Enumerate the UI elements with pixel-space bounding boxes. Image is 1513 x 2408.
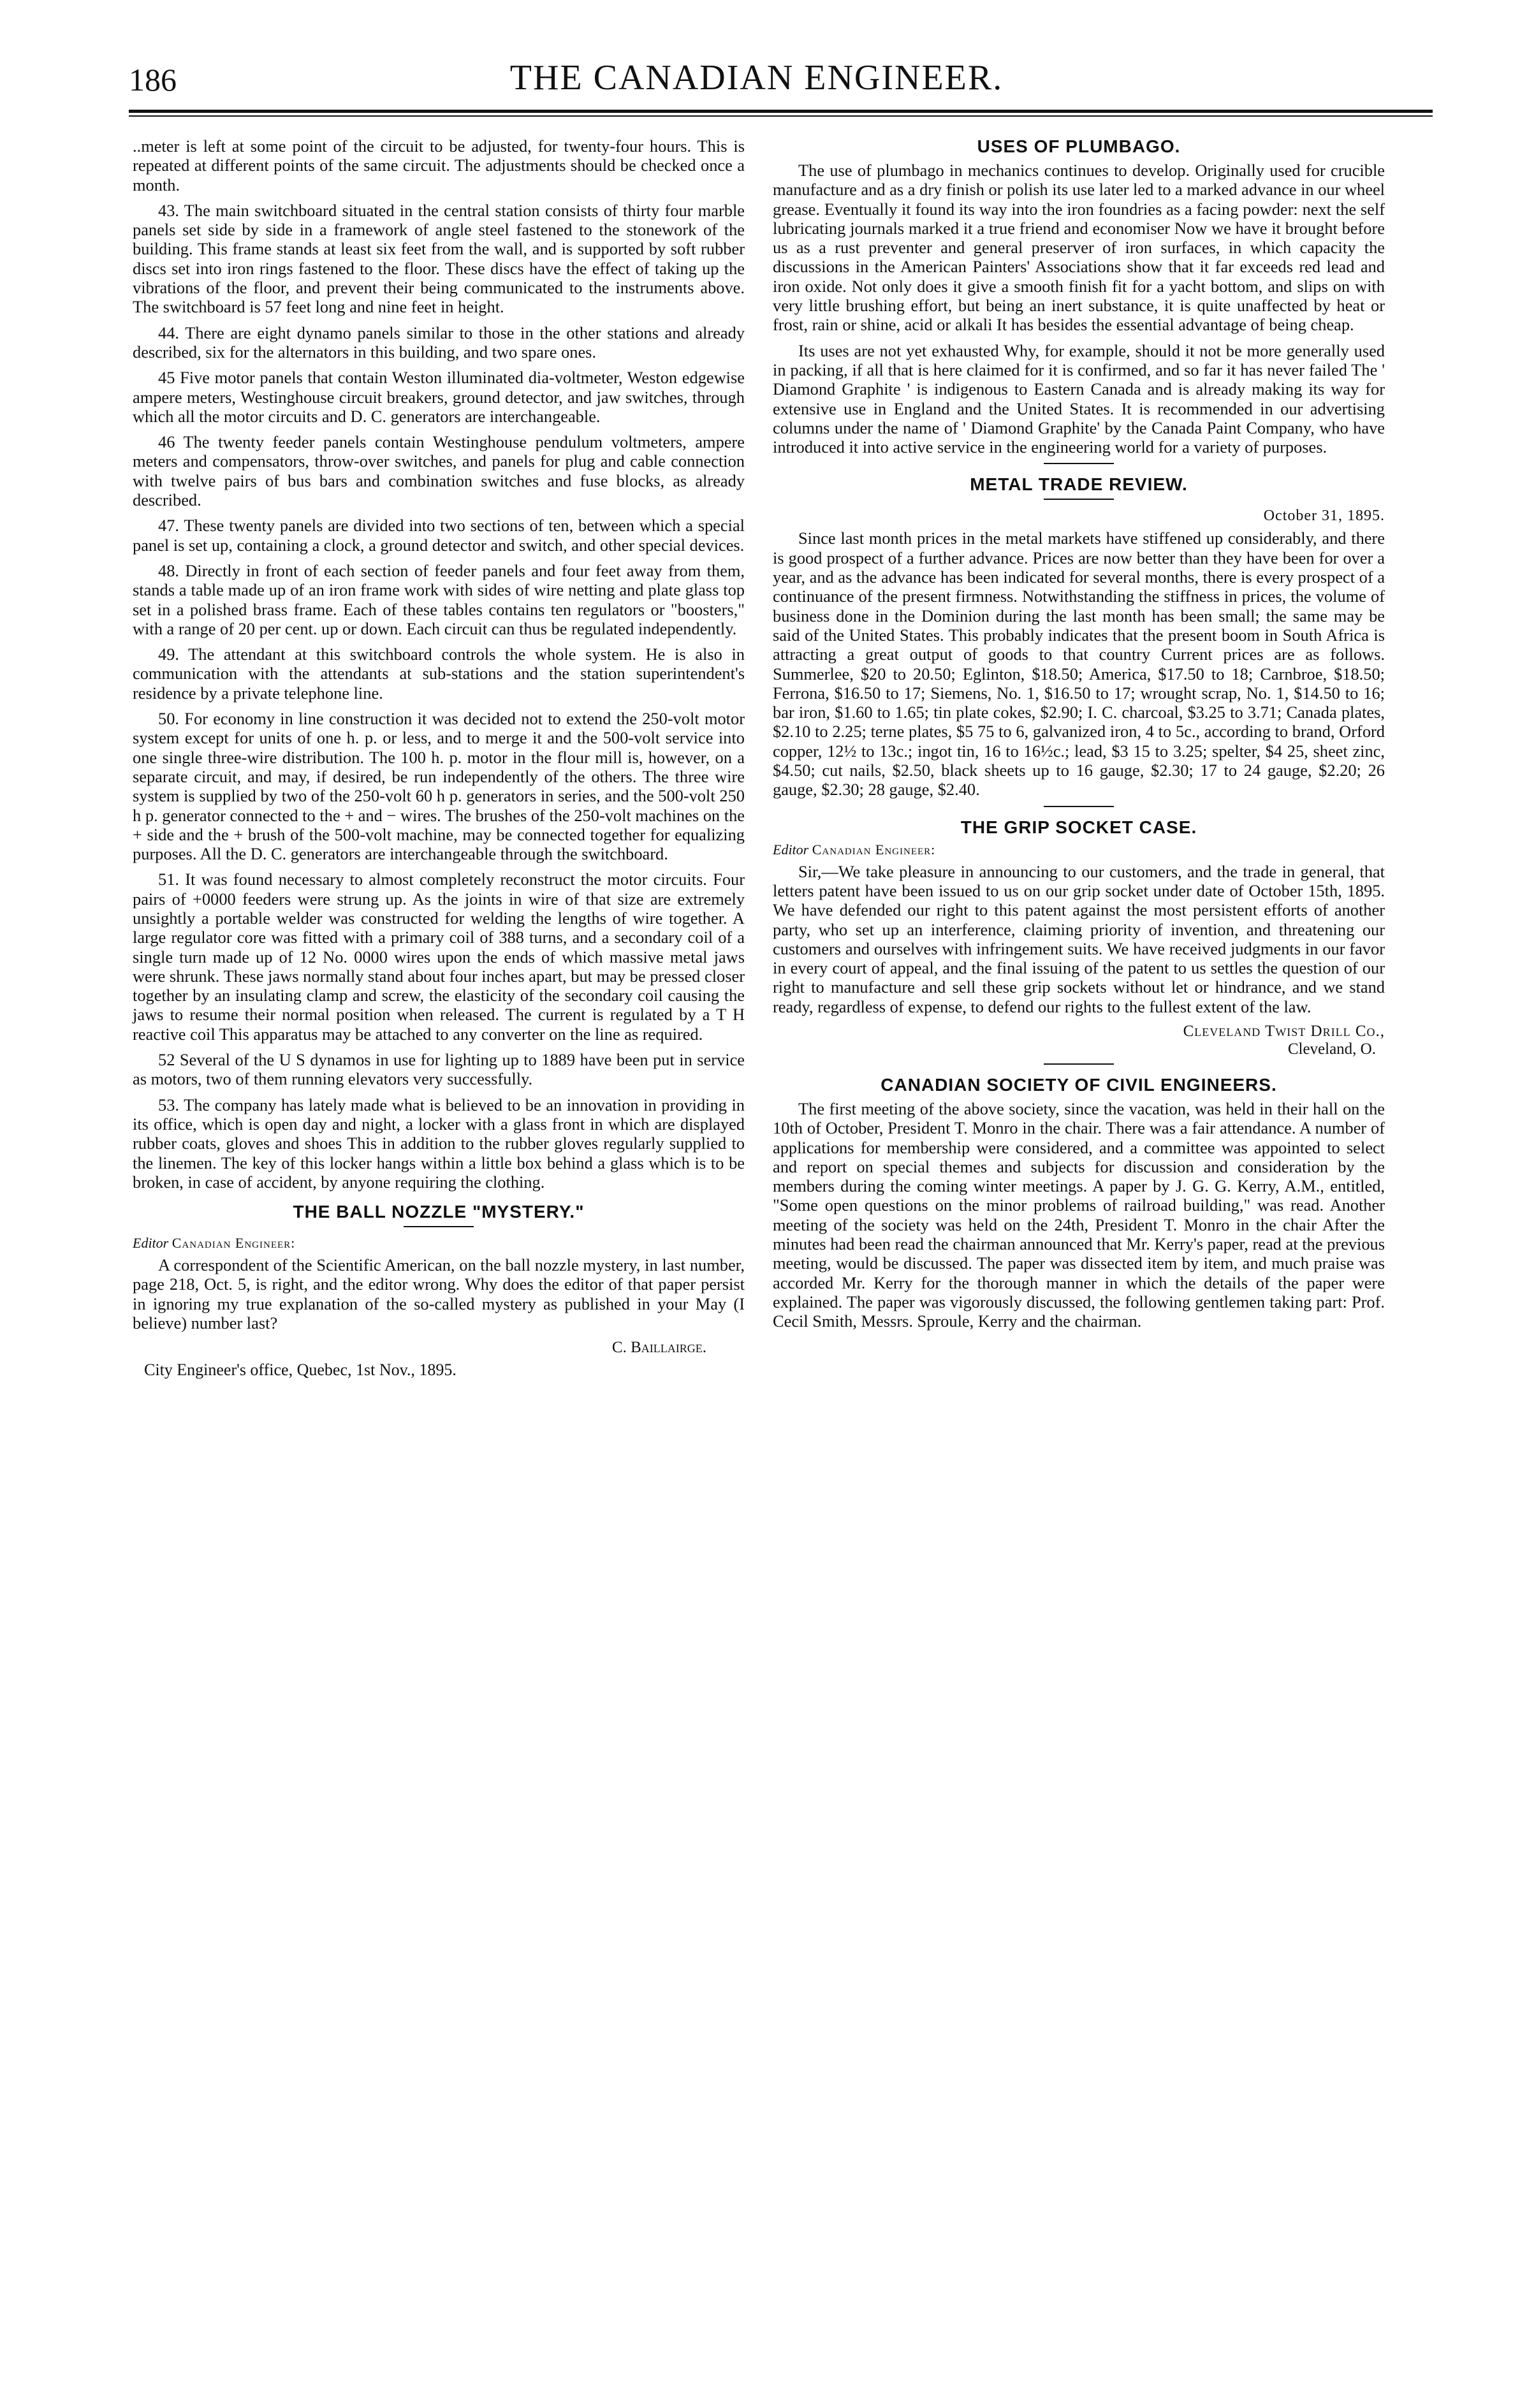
plumbago-heading: USES OF PLUMBAGO. [977, 136, 1181, 156]
metal-trade-body: Since last month prices in the metal markets have stiffened up considerably, and there is good prospect of a further advance. Prices are now better than they have been for over a year, and as the advance has been indicated for several months, there is every prospect of a continuance of the present firmness. Notwithstanding the stiffness in prices, the volume of business done in the Dominion during the last month has been small; the same may be said of the United States. This probably indicates that the present boom in South Africa is attracting a great output of goods to that country Current prices are as follows. Summerlee, $20 to 20.50; Eglinton, $18.50; America, $17.50 to 18; Carnbroe, $18.50; Ferrona, $16.50 to 17; Siemens, No. 1, $16.50 to 17; wrought scrap, No. 1, $14.50 to 16; bar iron, $1.60 to 1.65; tin plate cokes, $2.90; I. C. charcoal, $3.25 to 3.71; Canada plates, $2.10 to 2.25; terne plates, $5 75 to 6, galvanized iron, 4 to 5c., according to brand, Orford copper, 12½ to 13c.; ingot tin, 16 to 16½c.; lead, $3 15 to 3.25; spelter, $4 25, sheet zinc, $4.50; cut nails, $2.50, black sheets up to 16 gauge, $2.30; 17 to 24 gauge, $2.20; 26 gauge, $2.30; 28 gauge, $2.40. [773, 529, 1385, 799]
plumbago-paragraph-2: Its uses are not yet exhausted Why, for example, should it not be more generally used in packing, if all that is here claimed for it is confirmed, and so far it has never failed The ' Diamond Graphite ' is indigenous to Eastern Canada and is already making its way for extensive use in England and the United States. It is recommended in our advertising columns under the name of ' Diamond Graphite' by the Canada Paint Company, who have introduced it into active service in the engineering world for a variety of purposes. [773, 340, 1385, 457]
section-divider [1044, 1063, 1114, 1065]
plumbago-paragraph-1: The use of plumbago in mechanics continues to develop. Originally used for crucible manufacture and as a dry finish or polish its use later led to a marked advance in our wheel grease. Eventually it found its way into the iron foundries as a facing powder: next the self lubricating journals marked it a true friend and economiser Now we have it brought before us as a rust preventer and general preserver of iron surfaces, in which capacity the discussions in the American Painters' Associations show that it far exceeds red lead and iron oxide. Not only does it give a smooth finish fit for a yacht bottom, and slips on with very little brushing effort, but being an inert substance, it is quite unaffected by heat or frost, rain or shine, acid or alkali It has besides the essential advantage of being cheap. [773, 161, 1385, 335]
paragraph-43: 43. The main switchboard situated in the central station consists of thirty four marble panels set side by side in a framework of angle steel fastened to the stonework of the building. This frame stands at least six feet from the wall, and is supported by soft rubber discs set into iron rings fastened to the floor. These discs have the effect of taking up the vibrations of the floor, and prevent their being communicated to the instruments above. The switchboard is 57 feet long and nine feet in height. [133, 200, 745, 317]
section-divider [1044, 499, 1114, 500]
editor-label: Editor [773, 841, 809, 857]
section-divider [1044, 463, 1114, 464]
grip-editor-line [773, 842, 1385, 858]
ball-nozzle-body: A correspondent of the Scientific American, on the ball nozzle mystery, in last number, page 218, Oct. 5, is right, and the editor wrong. Why does the editor of that paper persist in ignoring my true explanation of the so-called mystery as published in your May (I believe) number last? [133, 1255, 745, 1333]
section-divider [404, 1226, 474, 1227]
page-number: 186 [129, 62, 177, 98]
grip-signature-company: Cleveland Twist Drill Co., [1183, 1022, 1385, 1040]
editor-name: Canadian Engineer: [812, 841, 936, 857]
paragraph-50: 50. For economy in line construction it was decided not to extend the 250-volt motor system except for units of one h. p. or less, and to merge it and the 500-volt service into one single three-wire distribution. The 100 h. p. motor in the flour mill is, however, on a separate circuit, and may, if desired, be run independently of the others. The three wire system is supplied by two of the 250-volt 60 h p. generators in series, and the 500-volt 250 h p. generator connected to the + and − wires. The brushes of the 250-volt machines on the + side and the + brush of the 500-volt machine, may be connected together for equalizing purposes. All the D. C. generators are interchangeable through the switchboard. [133, 709, 745, 864]
ball-signature: C. Baillairge. [611, 1339, 706, 1357]
section-divider [1044, 806, 1114, 807]
header-rule-thick [129, 110, 1433, 113]
right-column [773, 136, 1385, 1338]
ball-place-date: City Engineer's office, Quebec, 1st Nov., 1895. [144, 1361, 457, 1380]
paragraph-51: 51. It was found necessary to almost completely reconstruct the motor circuits. Four pairs of +0000 feeders were strung up. As the joints in wire of that size are extremely unsightly a portable welder was constructed for welding the lengths of wire together. A large regulator core was fitted with a primary coil of 388 turns, and a secondary coil of a single turn made up of 12 No. 0000 wires upon the ends of which massive metal jaws were shrunk. These jaws normally stand about four inches apart, but may be pressed closer together by an insulating clamp and screw, the elasticity of the secondary coil causing the jaws to resume their normal position when released. The current is regulated by a T H reactive coil This apparatus may be attached to any converter on the line as required. [133, 870, 745, 1044]
grip-socket-body: Sir,—We take pleasure in announcing to our customers, and the trade in general, that letters patent have been issued to us on our grip socket under date of October 15th, 1895. We have defended our right to this patent against the most persistent efforts of another party, who set up an interference, claiming priority of invention, and threatening our customers and ourselves with infringement suits. We have received judgments in our favor in every court of appeal, and the final issuing of the patent to us settles the question of our right to manufacture and sell these grip sockets without let or hindrance, and we stand ready, regardless of expense, to defend our rights to the fullest extent of the law. [773, 861, 1385, 1016]
editor-name: Canadian Engineer: [172, 1235, 296, 1251]
paragraph-49: 49. The attendant at this switchboard controls the whole system. He is also in communication with the attendants at sub-stations and the station superintendent's residence by a private telephone line. [133, 645, 745, 703]
paragraph-44: 44. There are eight dynamo panels similar to those in the other stations and already described, six for the alternators in this building, and two spare ones. [133, 323, 745, 361]
csce-body: The first meeting of the above society, since the vacation, was held in their hall on the 10th of October, President T. Monro in the chair. There was a fair attendance. A number of applications for membership were considered, and a committee was appointed to select and report on special themes and subjects for discussion and consideration by the members during the coming winter meetings. A paper by J. G. G. Kerry, A.M., entitled, "Some open questions on the minor problems of railroad building," was read. Another meeting of the society was held on the 24th, President T. Monro in the chair After the minutes had been read the chairman announced that Mr. Kerry's paper, read at the previous meeting, would be discussed. The paper was dissected item by item, and much praise was accorded Mr. Kerry for the thorough manner in which the details of the paper were explained. The paper was vigorously discussed, the following gentlemen taking part: Prof. Cecil Smith, Messrs. Sproule, Kerry and the chairman. [773, 1098, 1385, 1331]
ball-nozzle-heading: THE BALL NOZZLE "MYSTERY." [293, 1202, 585, 1222]
header-rule-thin [129, 115, 1433, 117]
paragraph-52: 52 Several of the U S dynamos in use for lighting up to 1889 have been put in service as motors, two of them running elevators very successfully. [133, 1050, 745, 1089]
paragraph-47: 47. These twenty panels are divided into two sections of ten, between which a special panel is set up, containing a clock, a ground detector and switch, and other special devices. [133, 516, 745, 555]
paragraph-continued: ..meter is left at some point of the circuit to be adjusted, for twenty-four hours. This is repeated at different points of the same circuit. The adjustments should be checked once a month. [133, 136, 745, 194]
grip-signature-city: Cleveland, O. [1287, 1040, 1376, 1058]
metal-trade-heading: METAL TRADE REVIEW. [970, 474, 1188, 495]
metal-trade-date: October 31, 1895. [1263, 507, 1385, 525]
csce-heading: CANADIAN SOCIETY OF CIVIL ENGINEERS. [881, 1074, 1277, 1095]
paragraph-45: 45 Five motor panels that contain Weston illuminated dia-voltmeter, Weston edgewise ampere meters, Westinghouse circuit breakers, ground detector, and jaw switches, through which all the motor circuits and D. C. generators are interchangeable. [133, 368, 745, 426]
ball-editor-line [133, 1235, 745, 1251]
editor-label: Editor [133, 1235, 169, 1251]
left-column [133, 136, 745, 1380]
paragraph-48: 48. Directly in front of each section of feeder panels and four feet away from them, stands a table made up of an iron frame work with sides of wire netting and plate glass top set in a polished brass frame. Each of these tables contains ten regulators or "boosters," with a range of 20 per cent. up or down. Each circuit can thus be regulated independently. [133, 560, 745, 638]
masthead-title: THE CANADIAN ENGINEER. [509, 58, 1004, 98]
paragraph-53: 53. The company has lately made what is believed to be an innovation in providing in its office, which is open day and night, a locker with a glass front in which are displayed rubber coats, gloves and shoes This in addition to the rubber gloves regularly supplied to the linemen. The key of this locker hangs within a little box behind a glass which is to be broken, in case of accident, by anyone requiring the clothing. [133, 1095, 745, 1192]
paragraph-46: 46 The twenty feeder panels contain Westinghouse pendulum voltmeters, ampere meters and compensators, throw-over switches, and panels for plug and cable connection with twelve pairs of bus bars and combination switches and fuse blocks, as already described. [133, 432, 745, 510]
grip-socket-heading: THE GRIP SOCKET CASE. [960, 817, 1197, 837]
